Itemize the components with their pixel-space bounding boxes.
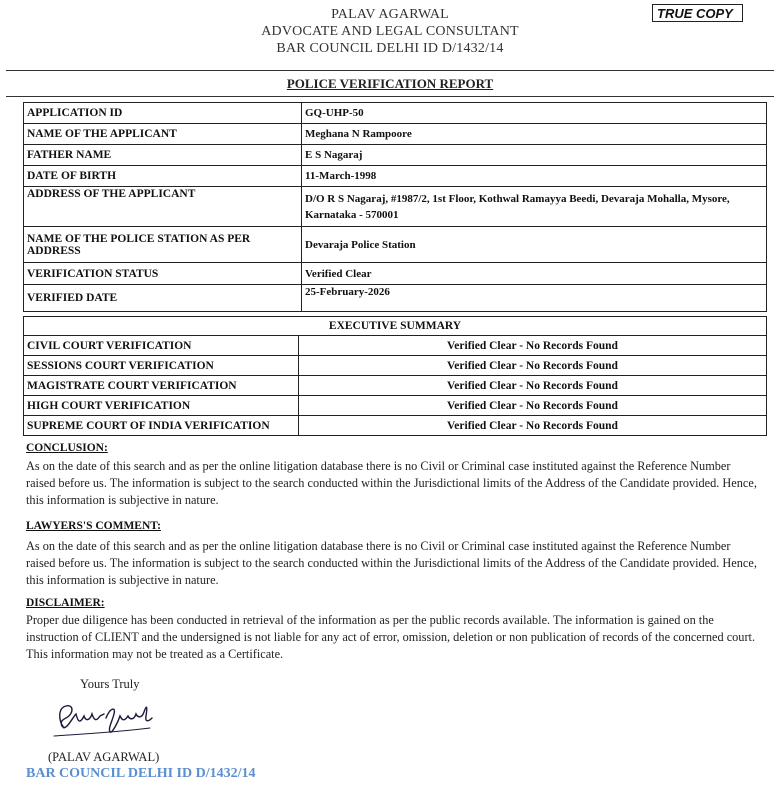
table-row <box>24 103 767 124</box>
table-row <box>24 317 767 336</box>
table-row <box>24 124 767 145</box>
detail-value: GQ-UHP-50 <box>302 103 767 124</box>
signatory-bar-council-id: BAR COUNCIL DELHI ID D/1432/14 <box>26 766 256 781</box>
court-result: Verified Clear - No Records Found <box>299 396 767 416</box>
signature-image <box>50 698 170 742</box>
detail-value: E S Nagaraj <box>302 145 767 166</box>
table-row <box>24 416 767 436</box>
conclusion-heading: CONCLUSION: <box>26 442 108 454</box>
executive-summary-table <box>23 316 767 436</box>
detail-label: APPLICATION ID <box>24 103 302 124</box>
table-row <box>24 166 767 187</box>
closing-salutation: Yours Truly <box>80 677 140 691</box>
bar-council-id: BAR COUNCIL DELHI ID D/1432/14 <box>276 41 504 56</box>
detail-value: Verified Clear <box>302 263 767 285</box>
table-row <box>24 376 767 396</box>
table-row <box>24 227 767 263</box>
court-result: Verified Clear - No Records Found <box>299 416 767 436</box>
court-result: Verified Clear - No Records Found <box>299 376 767 396</box>
detail-label: NAME OF THE POLICE STATION AS PER ADDRESS <box>24 227 302 263</box>
true-copy-stamp: TRUE COPY <box>652 4 743 22</box>
court-result: Verified Clear - No Records Found <box>299 336 767 356</box>
court-result: Verified Clear - No Records Found <box>299 356 767 376</box>
court-label: HIGH COURT VERIFICATION <box>24 396 299 416</box>
detail-value: Meghana N Rampoore <box>302 124 767 145</box>
detail-value: 25-February-2026 <box>302 285 767 312</box>
disclaimer-heading: DISCLAIMER: <box>26 597 105 609</box>
details-table <box>23 102 767 312</box>
table-row <box>24 356 767 376</box>
court-label: SUPREME COURT OF INDIA VERIFICATION <box>24 416 299 436</box>
advocate-designation: ADVOCATE AND LEGAL CONSULTANT <box>261 24 519 39</box>
detail-value: D/O R S Nagaraj, #1987/2, 1st Floor, Kothwal Ramayya Beedi, Devaraja Mohalla, Mysore, Karnataka - 570001 <box>302 187 767 227</box>
court-label: CIVIL COURT VERIFICATION <box>24 336 299 356</box>
table-row <box>24 336 767 356</box>
report-title: POLICE VERIFICATION REPORT <box>286 76 494 91</box>
court-label: SESSIONS COURT VERIFICATION <box>24 356 299 376</box>
title-divider <box>6 96 774 97</box>
table-row <box>24 263 767 285</box>
signatory-name: (PALAV AGARWAL) <box>48 750 160 764</box>
lawyers-comment-heading: LAWYERS'S COMMENT: <box>26 520 161 532</box>
advocate-name: PALAV AGARWAL <box>331 7 449 22</box>
detail-label: ADDRESS OF THE APPLICANT <box>24 187 302 227</box>
disclaimer-text: Proper due diligence has been conducted in retrieval of the information as per the public records available. The information is gained on the instruction of CLIENT and the undersigned is not liable for any act of error, omission, deletion or non publication of records of the concerned court. This information may not be treated as a Certificate. <box>26 613 756 661</box>
detail-label: DATE OF BIRTH <box>24 166 302 187</box>
table-row <box>24 285 767 312</box>
detail-label: NAME OF THE APPLICANT <box>24 124 302 145</box>
table-row <box>24 187 767 227</box>
detail-value: 11-March-1998 <box>302 166 767 187</box>
executive-summary-title: EXECUTIVE SUMMARY <box>24 317 767 336</box>
conclusion-text: As on the date of this search and as per the online litigation database there is no Civil or Criminal case instituted against the Reference Number raised before us. The information is subject to the search conducted within the Jurisdictional limits of the Address of the Candidate provided. Hence, this information is subjective in nature. <box>26 459 757 507</box>
detail-label: FATHER NAME <box>24 145 302 166</box>
lawyers-comment-text: As on the date of this search and as per the online litigation database there is no Civil or Criminal case instituted against the Reference Number raised before us. The information is subject to the search conducted within the Jurisdictional limits of the Address of the Candidate provided. Hence, this information is subjective in nature. <box>26 539 757 587</box>
table-row <box>24 396 767 416</box>
header-divider <box>6 70 774 71</box>
table-row <box>24 145 767 166</box>
detail-label: VERIFIED DATE <box>24 285 302 312</box>
court-label: MAGISTRATE COURT VERIFICATION <box>24 376 299 396</box>
detail-value: Devaraja Police Station <box>302 227 767 263</box>
detail-label: VERIFICATION STATUS <box>24 263 302 285</box>
